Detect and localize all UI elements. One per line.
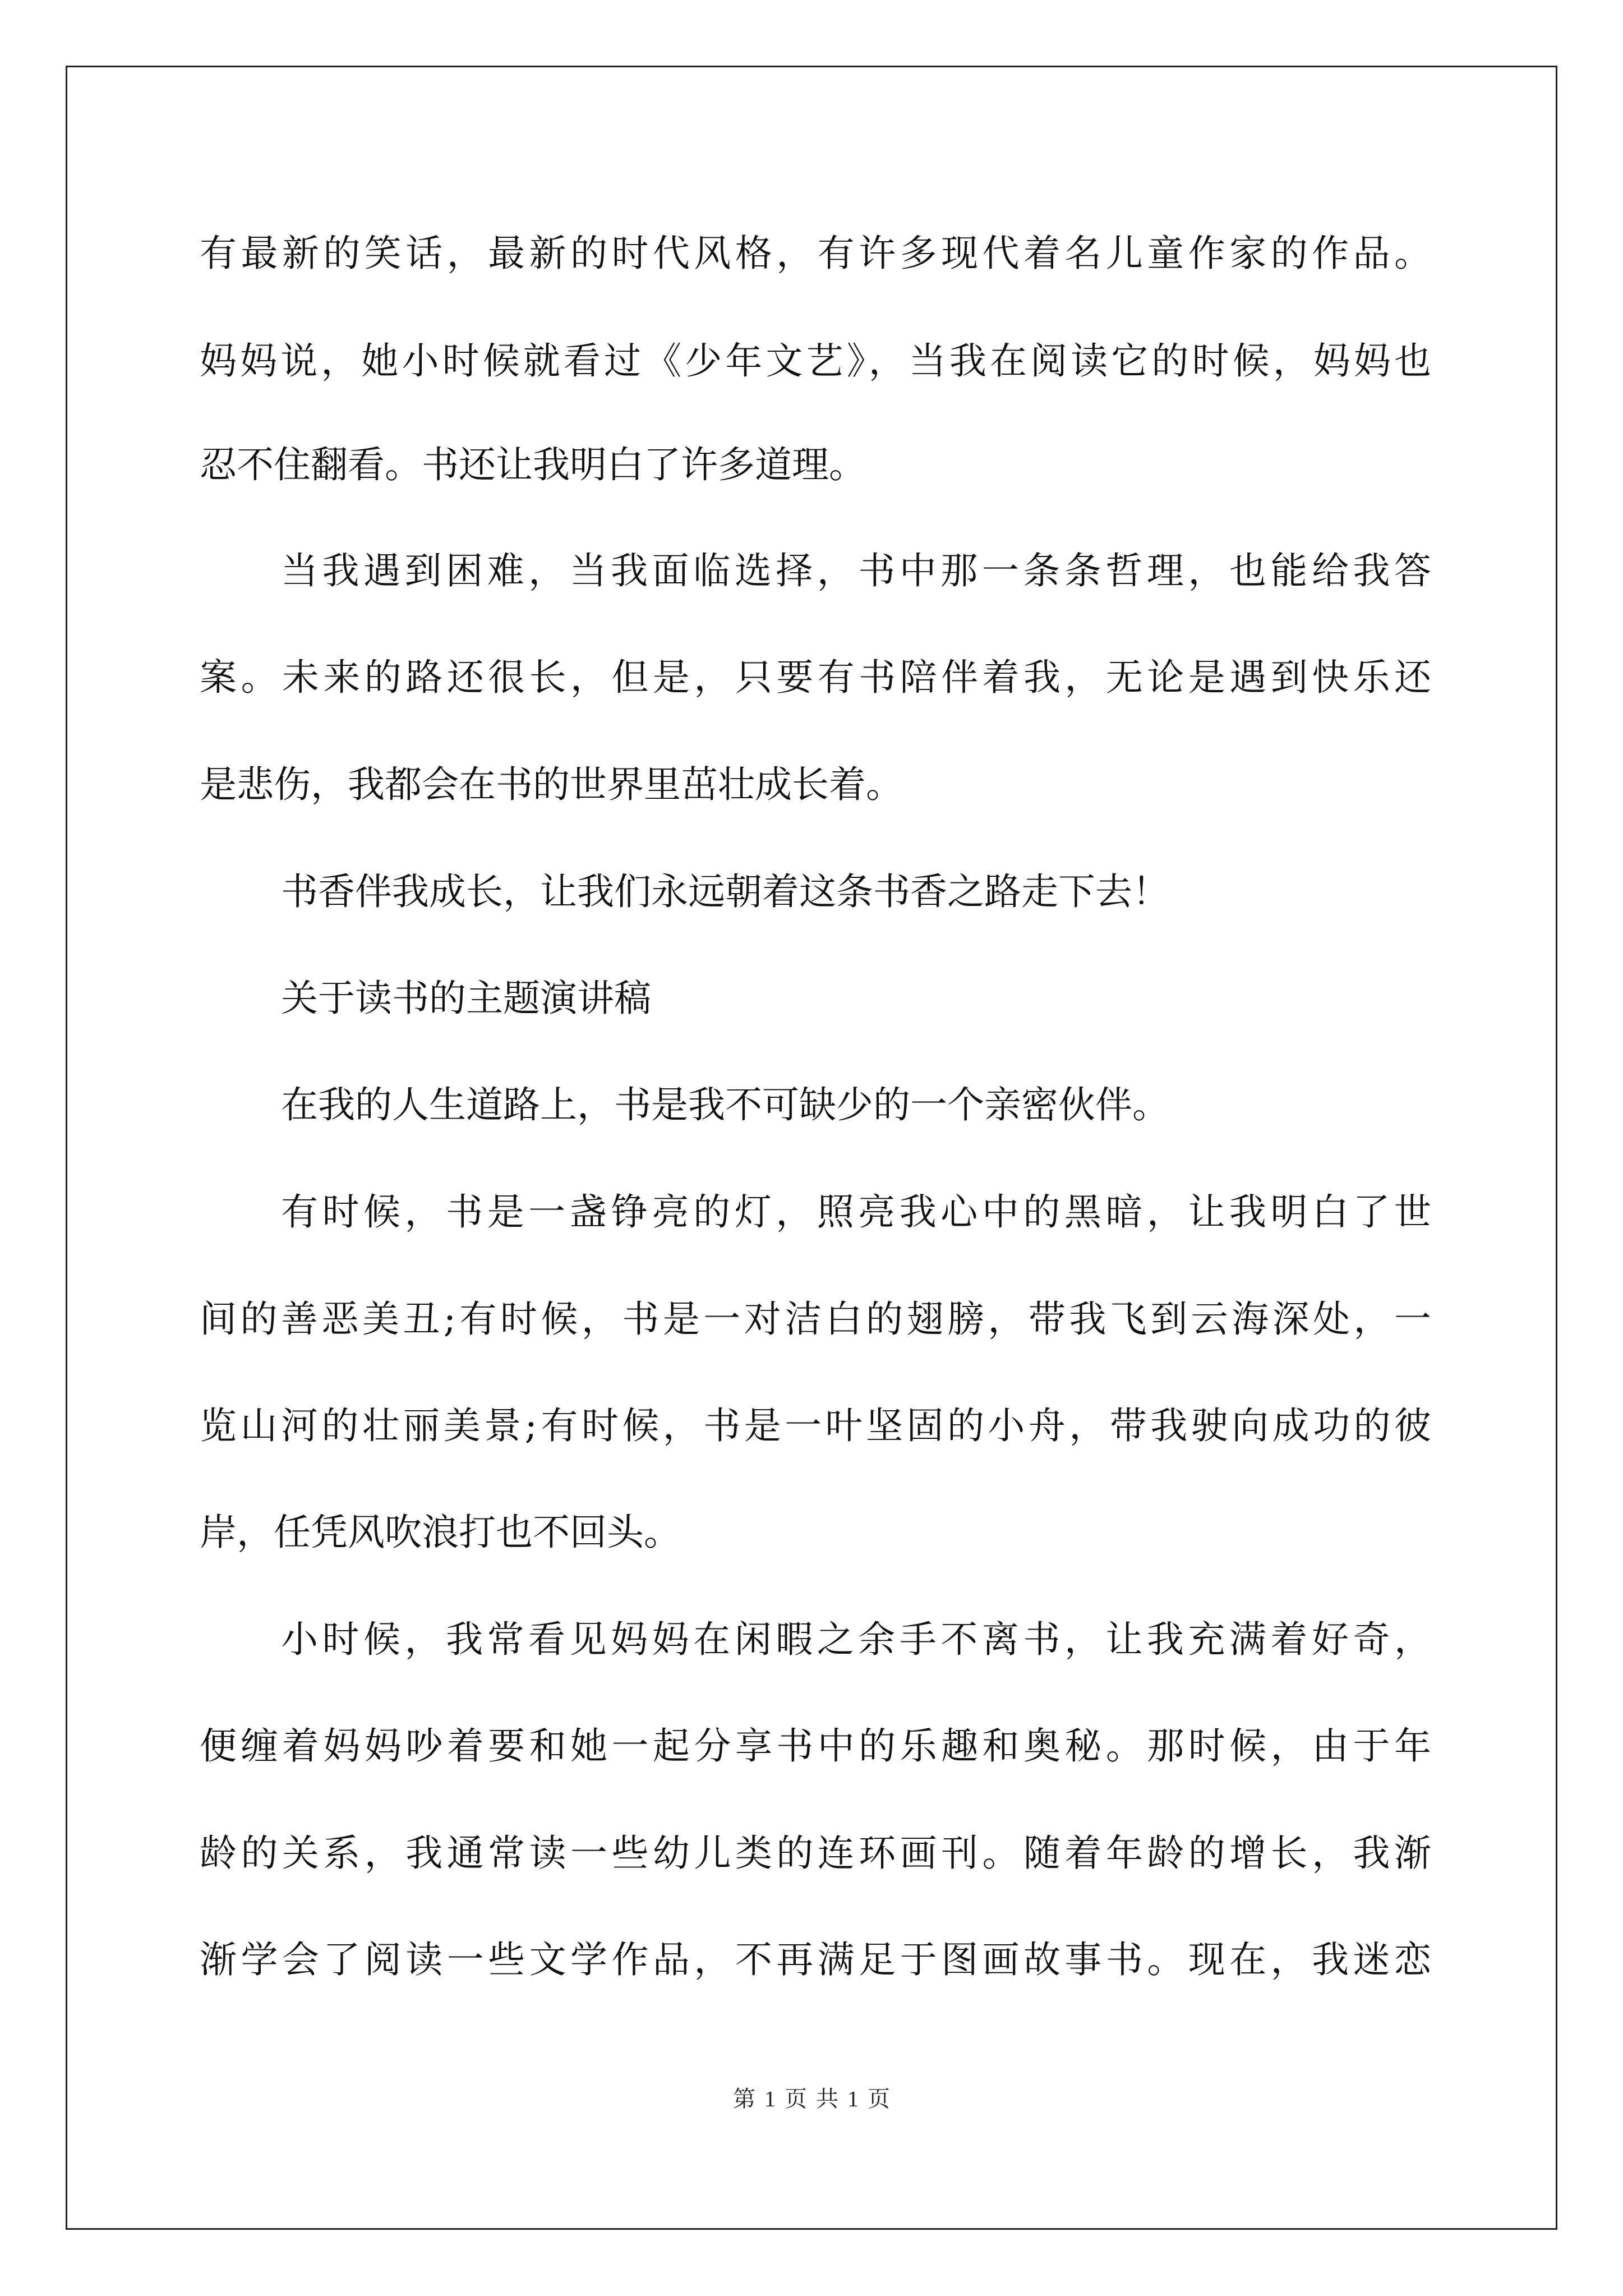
page-number-footer: 第 1 页 共 1 页 [733, 2086, 890, 2111]
text-line: 书香伴我成长，让我们永远朝着这条书香之路走下去！ [281, 870, 1169, 913]
text-line: 当我遇到困难，当我面临选择，书中那一条条哲理，也能给我答 [281, 549, 1431, 592]
text-line: 是悲伤，我都会在书的世界里茁壮成长着。 [200, 763, 903, 806]
text-line: 间的善恶美丑;有时候，书是一对洁白的翅膀，带我飞到云海深处，一 [200, 1297, 1431, 1341]
text-line: 有最新的笑话，最新的时代风格，有许多现代着名儿童作家的作品。 [200, 232, 1431, 275]
text-line: 妈妈说，她小时候就看过《少年文艺》，当我在阅读它的时候，妈妈也 [200, 339, 1431, 383]
text-line: 小时候，我常看见妈妈在闲暇之余手不离书，让我充满着好奇， [281, 1618, 1431, 1661]
text-line: 在我的人生道路上，书是我不可缺少的一个亲密伙伴。 [281, 1083, 1169, 1126]
text-line: 忍不住翻看。书还让我明白了许多道理。 [200, 443, 866, 486]
text-line: 渐学会了阅读一些文学作品，不再满足于图画故事书。现在，我迷恋 [200, 1938, 1431, 1981]
text-line: 览山河的壮丽美景;有时候，书是一叶坚固的小舟，带我驶向成功的彼 [200, 1404, 1431, 1447]
text-line: 便缠着妈妈吵着要和她一起分享书中的乐趣和奥秘。那时候，由于年 [200, 1724, 1431, 1768]
page-border [66, 66, 1557, 2230]
text-line: 案。未来的路还很长，但是，只要有书陪伴着我，无论是遇到快乐还 [200, 656, 1431, 699]
text-line: 有时候，书是一盏铮亮的灯，照亮我心中的黑暗，让我明白了世 [281, 1190, 1431, 1234]
section-heading: 关于读书的主题演讲稿 [281, 977, 651, 1020]
text-line: 岸，任凭风吹浪打也不回头。 [200, 1511, 681, 1554]
text-line: 龄的关系，我通常读一些幼儿类的连环画刊。随着年龄的增长，我渐 [200, 1832, 1431, 1875]
